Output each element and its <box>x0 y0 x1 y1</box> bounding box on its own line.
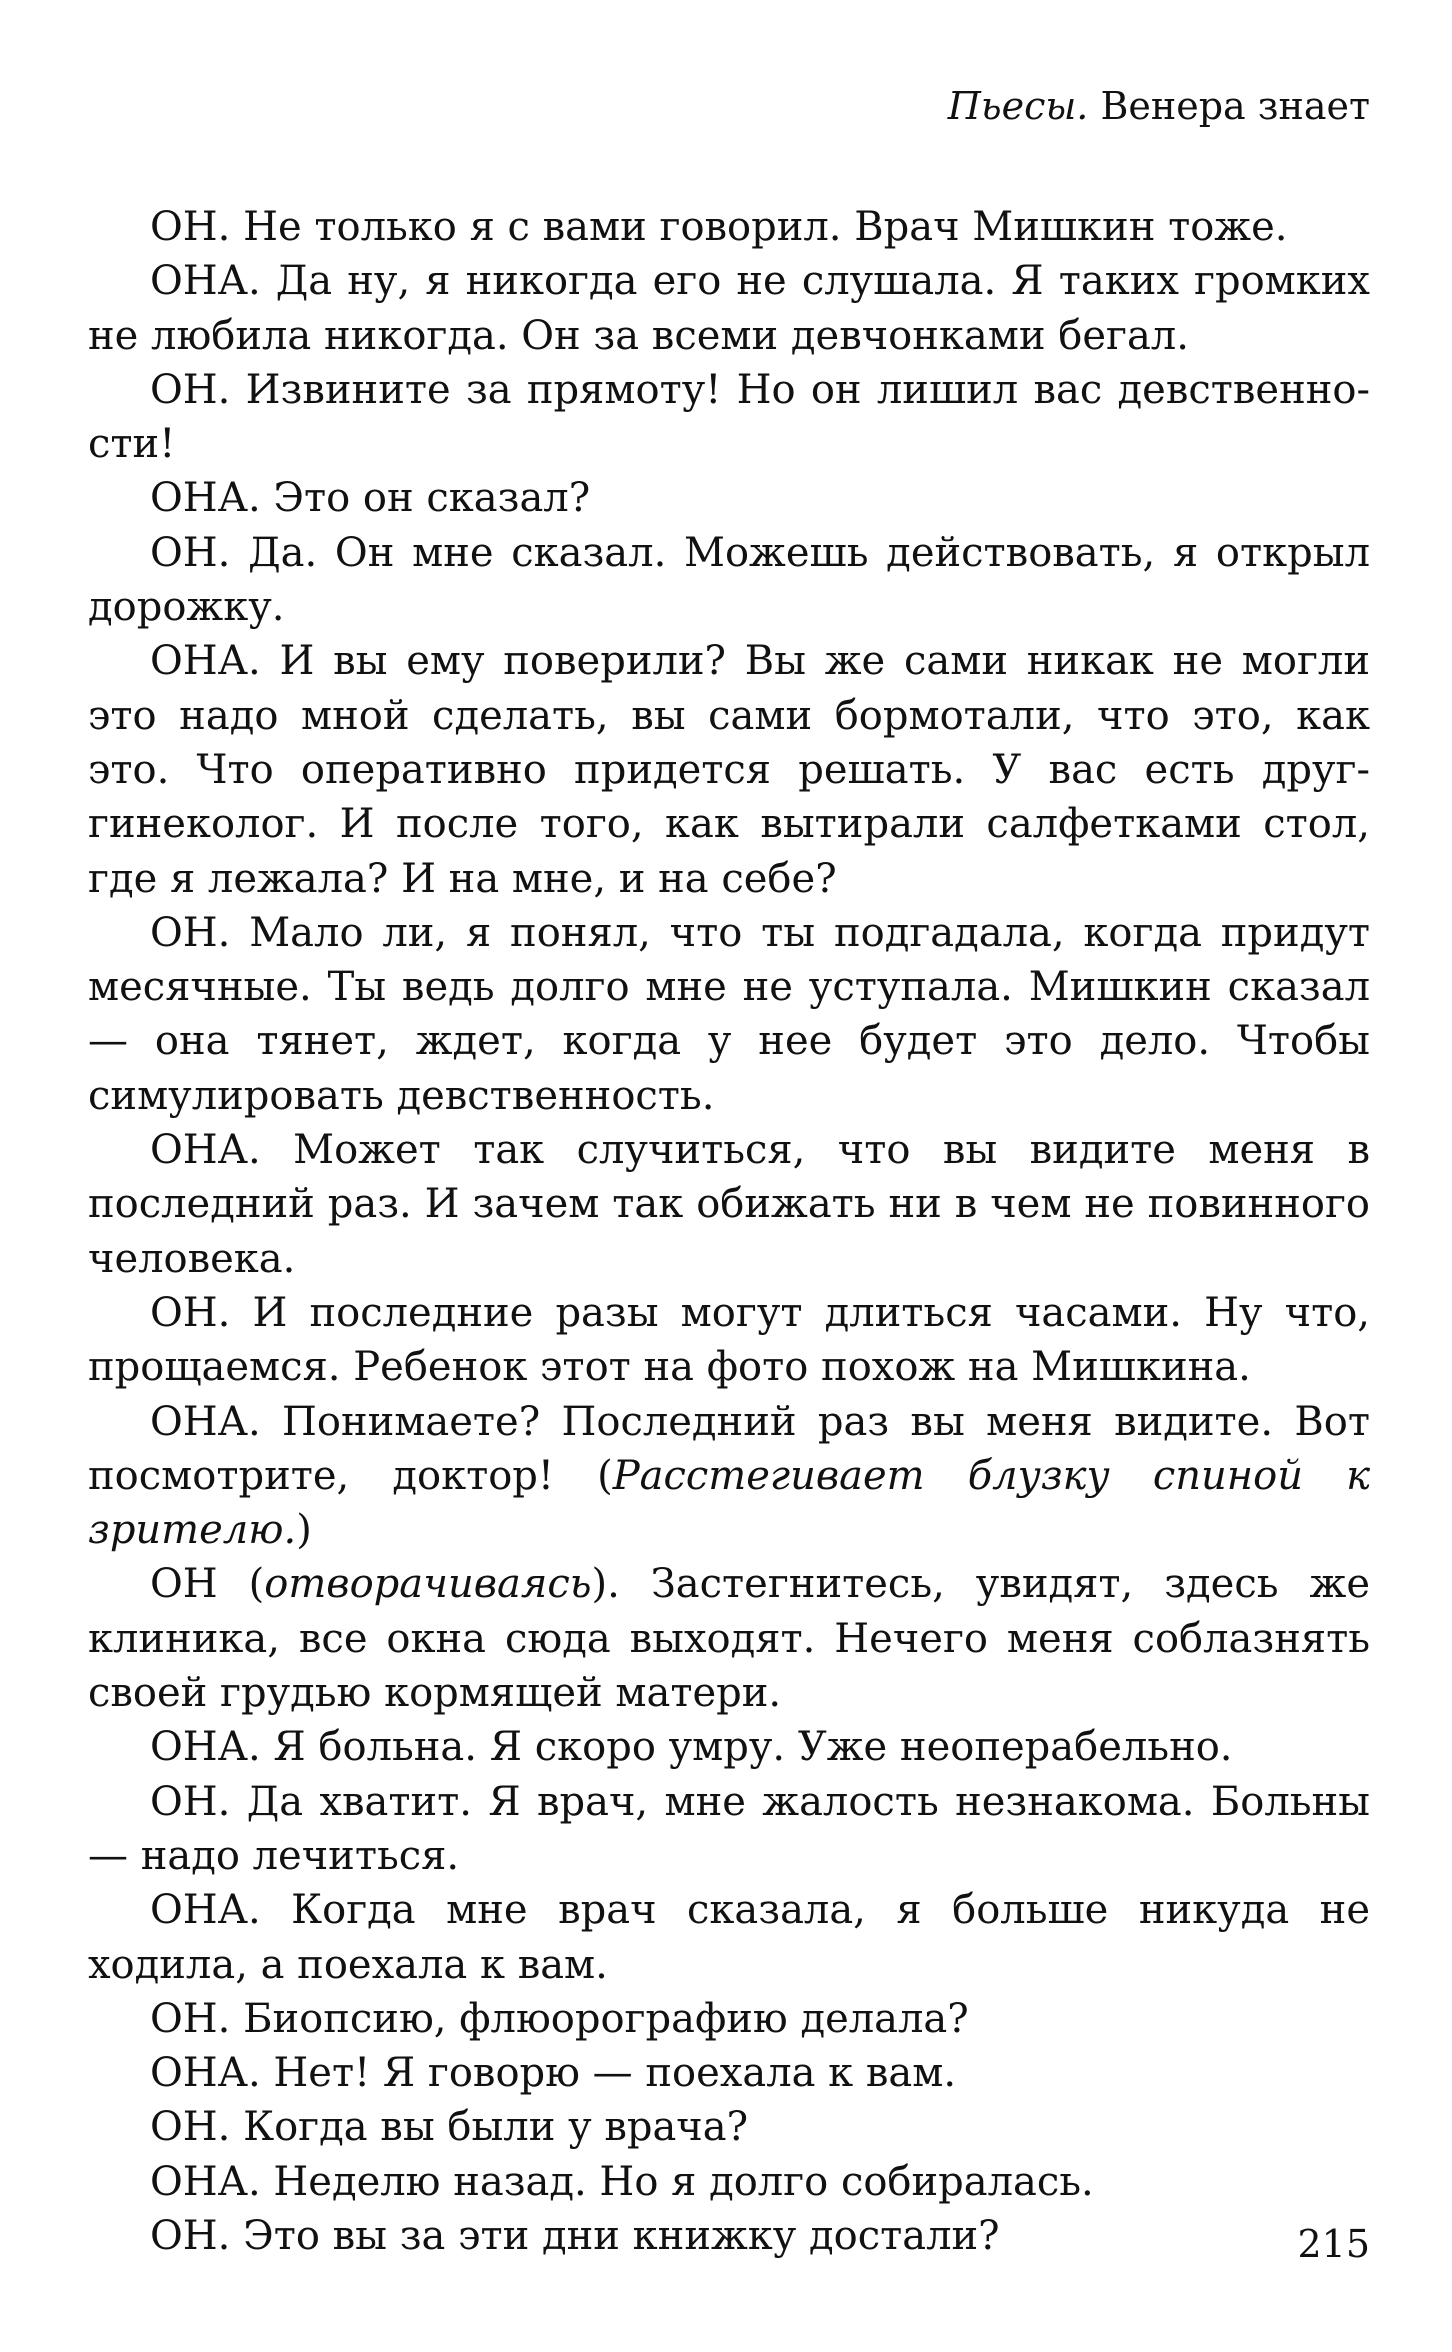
dialogue-paragraph <box>88 1557 1370 1720</box>
dialogue-paragraph <box>88 1286 1370 1395</box>
dialogue-text: ОНА. Это он сказал? <box>150 475 591 522</box>
dialogue-text: ОНА. Да ну, я никогда его не слушала. Я таких громких не любила никогда. Он за всеми девчонками бегал. <box>88 258 1370 359</box>
dialogue-paragraph <box>88 1775 1370 1884</box>
dialogue-paragraph <box>88 526 1370 635</box>
dialogue-text: ОНА. Неделю назад. Но я долго собиралась. <box>150 2158 1094 2205</box>
running-header-title: Венера знает <box>1100 84 1370 128</box>
stage-direction: Расстегивает блузку спиной к зрителю. <box>88 1452 1371 1554</box>
dialogue-text: ОНА. Нет! Я говорю — поехала к вам. <box>150 2050 957 2097</box>
dialogue-paragraph <box>88 1883 1370 1992</box>
dialogue-paragraph <box>88 2155 1370 2209</box>
running-header <box>948 82 1370 130</box>
dialogue-text: ). Застегнитесь, увидят, здесь же клиника, все окна сюда выходят. Нечего меня соблазнять своей грудью кормящей матери. <box>88 1561 1370 1717</box>
dialogue-text: ОНА. И вы ему поверили? Вы же сами никак не могли это надо мной сделать, вы сами бормотали, что это, как это. Что оперативно придется решать. У вас есть друг-гинеколог. И после того, как вытирали салфетками стол, где я лежала? И на мне, и на себе? <box>88 638 1370 902</box>
dialogue-paragraph <box>88 1992 1370 2046</box>
dialogue-paragraph <box>88 200 1370 254</box>
dialogue-paragraph <box>88 634 1370 905</box>
dialogue-text: ОН. Это вы за эти дни книжку достали? <box>150 2212 1000 2259</box>
dialogue-text: ОН. Биопсию, флюорографию делала? <box>150 1995 969 2042</box>
page-number: 215 <box>1297 2222 1370 2266</box>
dialogue-paragraph <box>88 1123 1370 1286</box>
dialogue-text: ОНА. Когда мне врач сказала, я больше никуда не ходила, а поехала к вам. <box>88 1887 1370 1988</box>
dialogue-text: ОН. Да хватит. Я врач, мне жалость незнакома. Больны — надо лечиться. <box>88 1778 1370 1879</box>
running-header-series: Пьесы. <box>947 84 1089 128</box>
dialogue-text: ОН. Извините за прямоту! Но он лишил вас девственности! <box>88 366 1370 468</box>
dialogue-text: ОН. Не только я с вами говорил. Врач Мишкин тоже. <box>150 204 1288 250</box>
stage-direction: отворачиваясь <box>264 1561 592 1608</box>
play-text <box>88 200 1370 2263</box>
dialogue-paragraph <box>88 1720 1370 1774</box>
dialogue-text: ОН. Когда вы были у врача? <box>150 2104 749 2151</box>
dialogue-paragraph <box>88 1395 1370 1558</box>
dialogue-text: ОНА. Я больна. Я скоро умру. Уже неоперабельно. <box>150 1724 1233 1771</box>
dialogue-text: ОН ( <box>150 1561 265 1608</box>
dialogue-paragraph <box>88 254 1370 363</box>
dialogue-text: ОН. И последние разы могут длиться часами. Ну что, прощаемся. Ребенок этот на фото похож на Мишкина. <box>88 1289 1370 1391</box>
dialogue-text: ОНА. Может так случиться, что вы видите меня в последний раз. И зачем так обижать ни в чем не повинного человека. <box>88 1127 1370 1282</box>
dialogue-paragraph <box>88 471 1370 525</box>
dialogue-paragraph <box>88 2046 1370 2100</box>
dialogue-paragraph <box>88 363 1370 472</box>
dialogue-text: ОН. Мало ли, я понял, что ты подгадала, когда придут месячные. Ты ведь долго мне не уступала. Мишкин сказал — она тянет, ждет, когда у нее будет это дело. Чтобы симулировать девственность. <box>88 909 1370 1119</box>
dialogue-text: ОН. Да. Он мне сказал. Можешь действовать, я открыл дорожку. <box>88 529 1370 631</box>
dialogue-text: ОНА. Понимаете? Последний раз вы меня видите. Вот посмотрите, доктор! ( <box>88 1398 1370 1499</box>
dialogue-paragraph <box>88 2100 1370 2154</box>
dialogue-paragraph <box>88 2209 1370 2263</box>
dialogue-text: ) <box>296 1507 312 1554</box>
dialogue-paragraph <box>88 906 1370 1123</box>
